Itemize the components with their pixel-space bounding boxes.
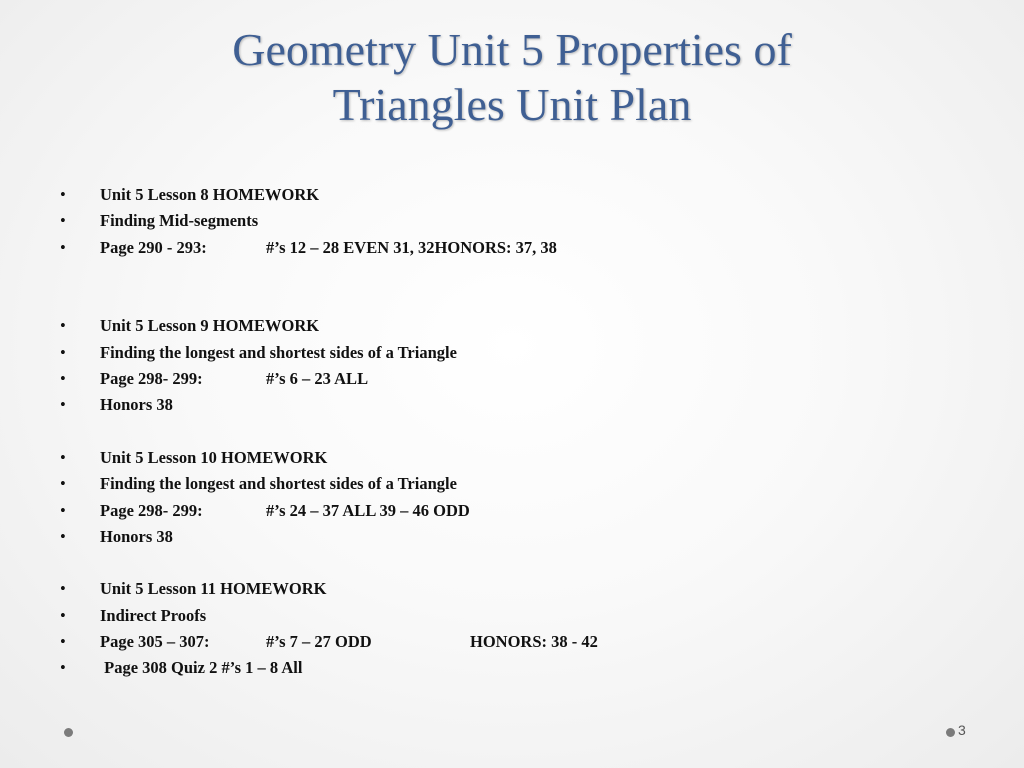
list-item [60,471,960,497]
slide-title [0,22,1024,132]
lesson-heading: Unit 5 Lesson 9 HOMEWORK [100,316,320,336]
assignment-pages: Page 298- 299: [100,369,203,389]
lesson-topic: Finding Mid-segments [100,211,259,231]
list-item [60,629,960,655]
assignment-pages: Page 298- 299: [100,500,203,520]
lesson-heading: Unit 5 Lesson 11 HOMEWORK [100,579,327,599]
assignment-pages: Page 290 - 293: [100,237,207,257]
spacer [60,261,960,314]
slide-title-line-1: Geometry Unit 5 Properties of [232,24,792,75]
bullet-icon: • [60,474,66,494]
bullet-icon: • [60,526,66,546]
bullet-icon: • [60,395,66,415]
slide-title-line-2: Triangles Unit Plan [332,79,692,130]
list-item [60,235,960,261]
bullet-icon: • [60,316,66,336]
bullet-icon: • [60,632,66,652]
list-item [60,392,960,418]
bullet-icon: • [60,369,66,389]
bullet-icon: • [60,579,66,599]
bullet-icon: • [60,447,66,467]
list-item [60,524,960,550]
list-item [60,340,960,366]
list-item [60,603,960,629]
list-item [60,498,960,524]
lesson-heading: Unit 5 Lesson 8 HOMEWORK [100,185,320,204]
lesson-topic: Indirect Proofs [100,605,207,625]
honors-note: Honors 38 [100,395,173,415]
bullet-icon: • [60,605,66,625]
list-item [60,445,960,471]
bullet-icon: • [60,342,66,362]
list-item [60,366,960,392]
nav-dot-left-icon [64,728,73,737]
list-item [60,655,960,681]
list-item [60,208,960,234]
assignment-problems: #’s 12 – 28 EVEN 31, 32HONORS: 37, 38 [266,237,557,257]
bullet-icon: • [60,185,66,204]
bullet-icon: • [60,211,66,231]
spacer [60,550,960,576]
homework-list [60,182,960,682]
page-number: 3 [958,722,966,738]
bullet-icon: • [60,237,66,257]
assignment-honors: HONORS: 38 - 42 [470,632,598,652]
lesson-heading: Unit 5 Lesson 10 HOMEWORK [100,447,328,467]
list-item [60,182,960,208]
honors-note: Honors 38 [100,526,173,546]
lesson-topic: Finding the longest and shortest sides of a Triangle [100,342,457,362]
nav-dot-right-icon [946,728,955,737]
spacer [60,419,960,445]
assignment-problems: #’s 7 – 27 ODD [266,632,372,652]
assignment-pages: Page 305 – 307: [100,632,210,652]
list-item [60,313,960,339]
bullet-icon: • [60,658,66,678]
list-item [60,576,960,602]
quiz-note: Page 308 Quiz 2 #’s 1 – 8 All [100,658,303,678]
bullet-icon: • [60,500,66,520]
lesson-topic: Finding the longest and shortest sides of a Triangle [100,474,457,494]
assignment-problems: #’s 24 – 37 ALL 39 – 46 ODD [266,500,470,520]
assignment-problems: #’s 6 – 23 ALL [266,369,369,389]
